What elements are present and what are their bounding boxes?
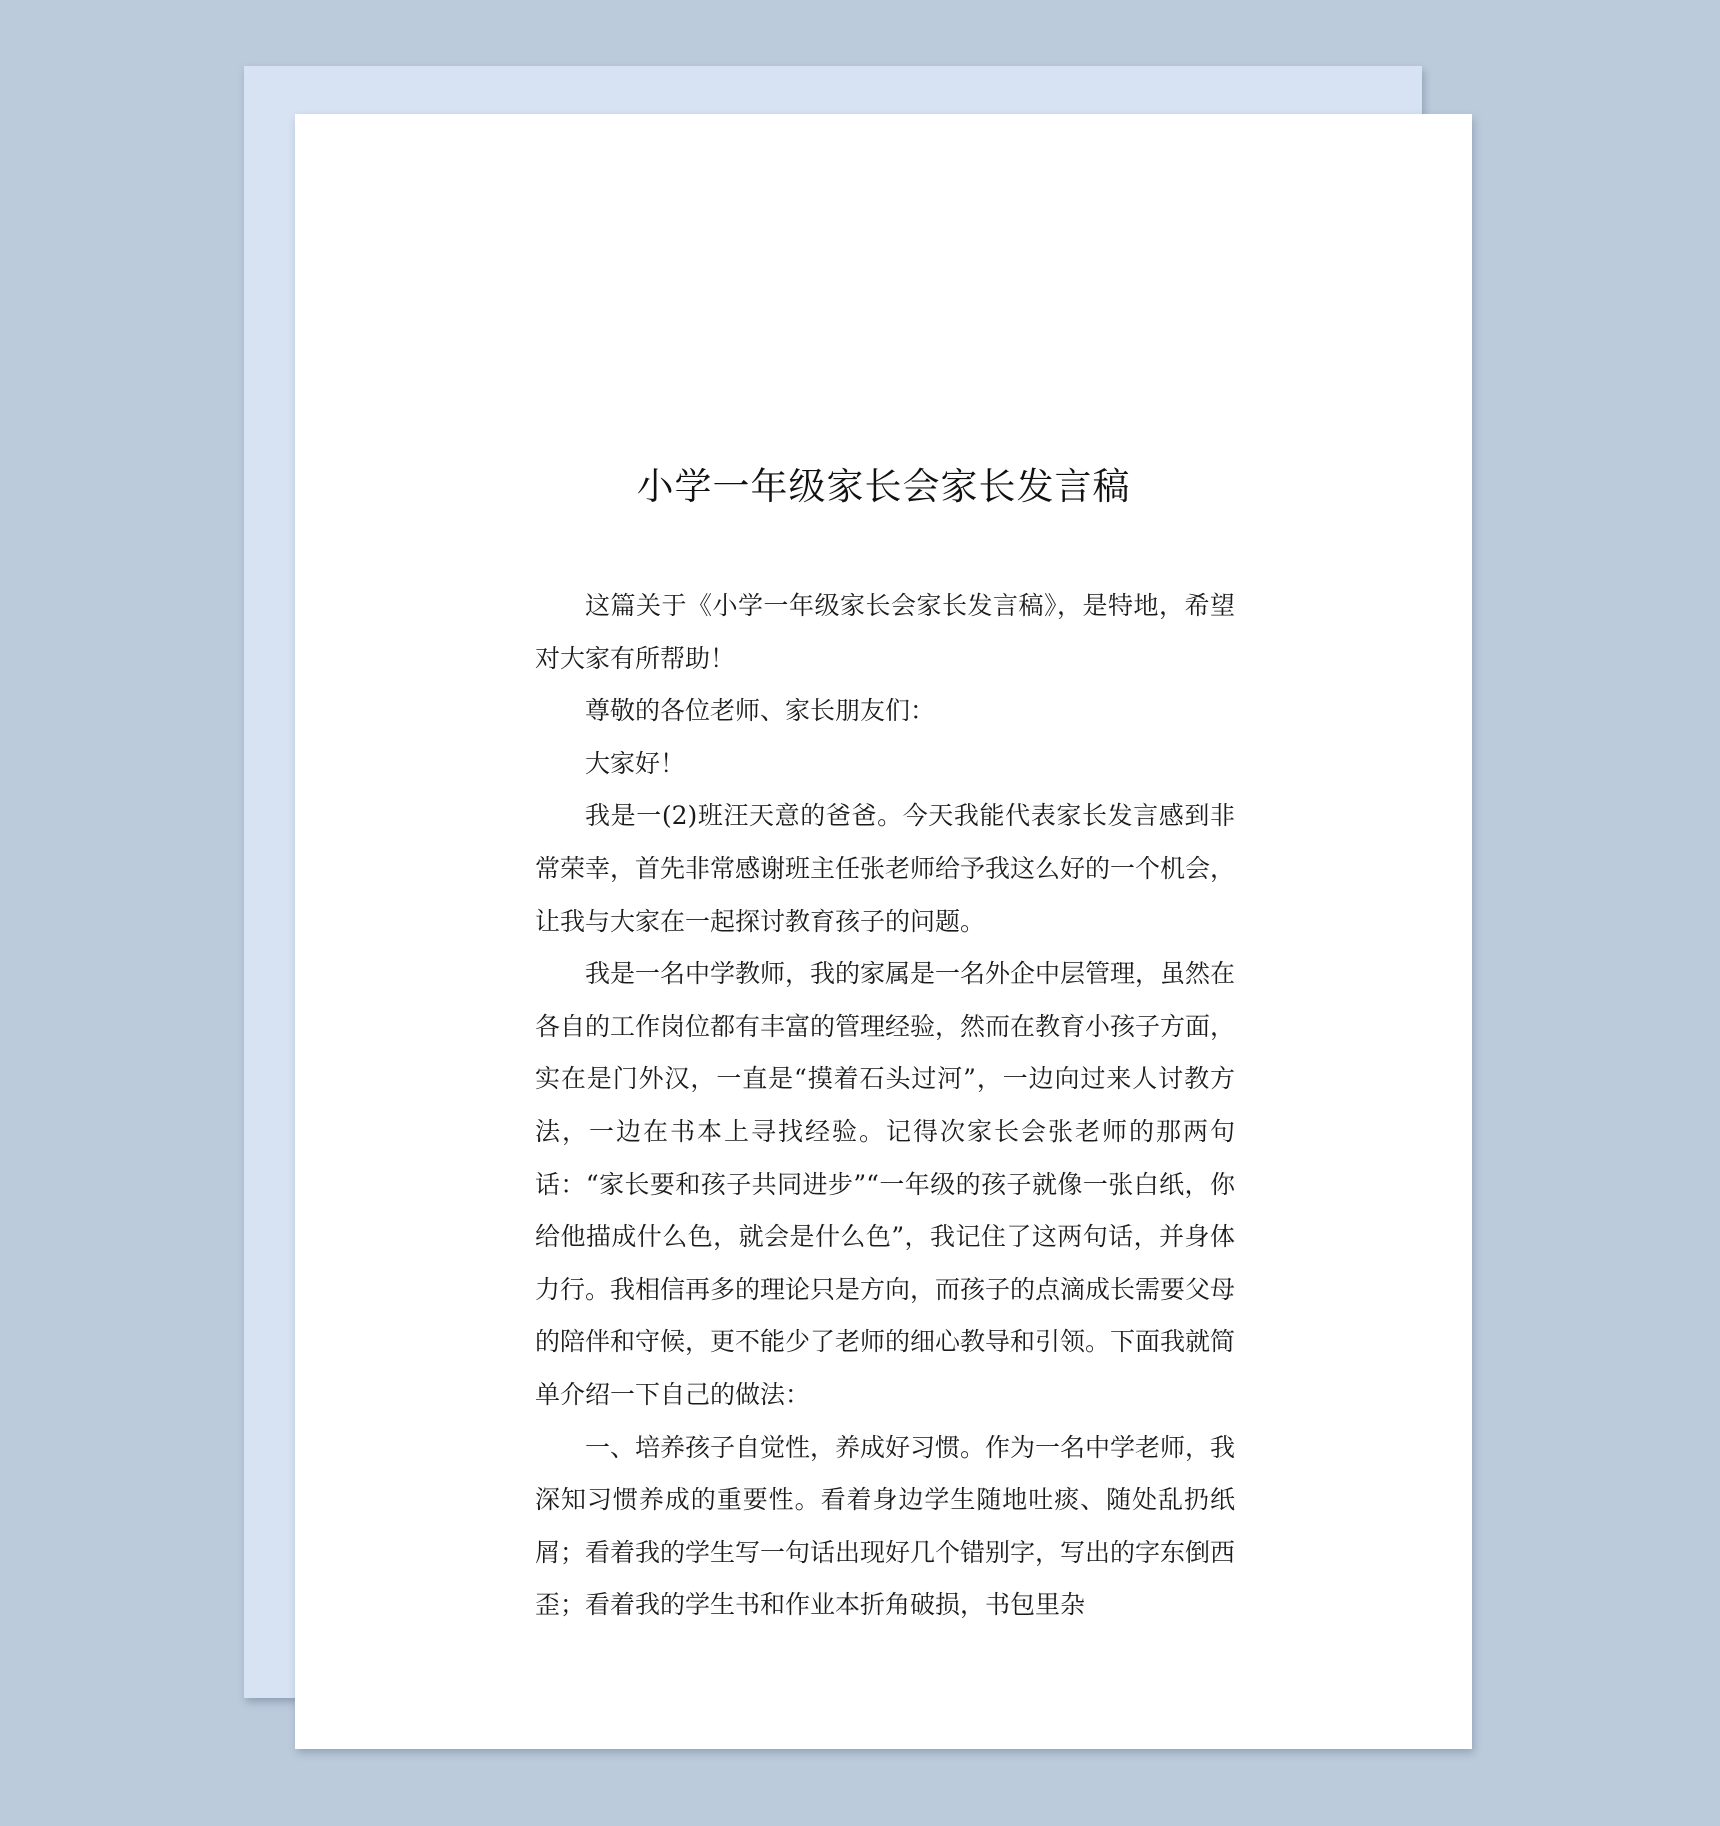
- paragraph-habits: 一、培养孩子自觉性，养成好习惯。作为一名中学老师，我深知习惯养成的重要性。看着身边学生随地吐痰、随处乱扔纸屑；看着我的学生写一句话出现好几个错别字，写出的字东倒西歪；看着我的学生书和作业本折角破损，书包里杂: [535, 1432, 1236, 1620]
- document-page: [295, 114, 1472, 1749]
- document-title: 小学一年级家长会家长发言稿: [636, 465, 1131, 508]
- paragraph-intro: 这篇关于《小学一年级家长会家长发言稿》，是特地，希望对大家有所帮助！: [535, 591, 1235, 673]
- paragraph-self-introduction: 我是一(2)班汪天意的爸爸。今天我能代表家长发言感到非常荣幸，首先非常感谢班主任张老师给予我这么好的一个机会，让我与大家在一起探讨教育孩子的问题。: [535, 801, 1236, 936]
- paragraph-greeting: 大家好！: [585, 748, 686, 778]
- paragraph-experience: 我是一名中学教师，我的家属是一名外企中层管理，虽然在各自的工作岗位都有丰富的管理经验，然而在教育小孩子方面，实在是门外汉，一直是“摸着石头过河”，一边向过来人讨教方法，一边在书本上寻找经验。记得次家长会张老师的那两句话：“家长要和孩子共同进步”“一年级的孩子就像一张白纸，你给他描成什么色，就会是什么色”，我记住了这两句话，并身体力行。我相信再多的理论只是方向，而孩子的点滴成长需要父母的陪伴和守候，更不能少了老师的细心教导和引领。下面我就简单介绍一下自己的做法：: [535, 959, 1236, 1409]
- paragraph-salutation: 尊敬的各位老师、家长朋友们：: [585, 696, 936, 726]
- document-body: [535, 580, 1235, 1632]
